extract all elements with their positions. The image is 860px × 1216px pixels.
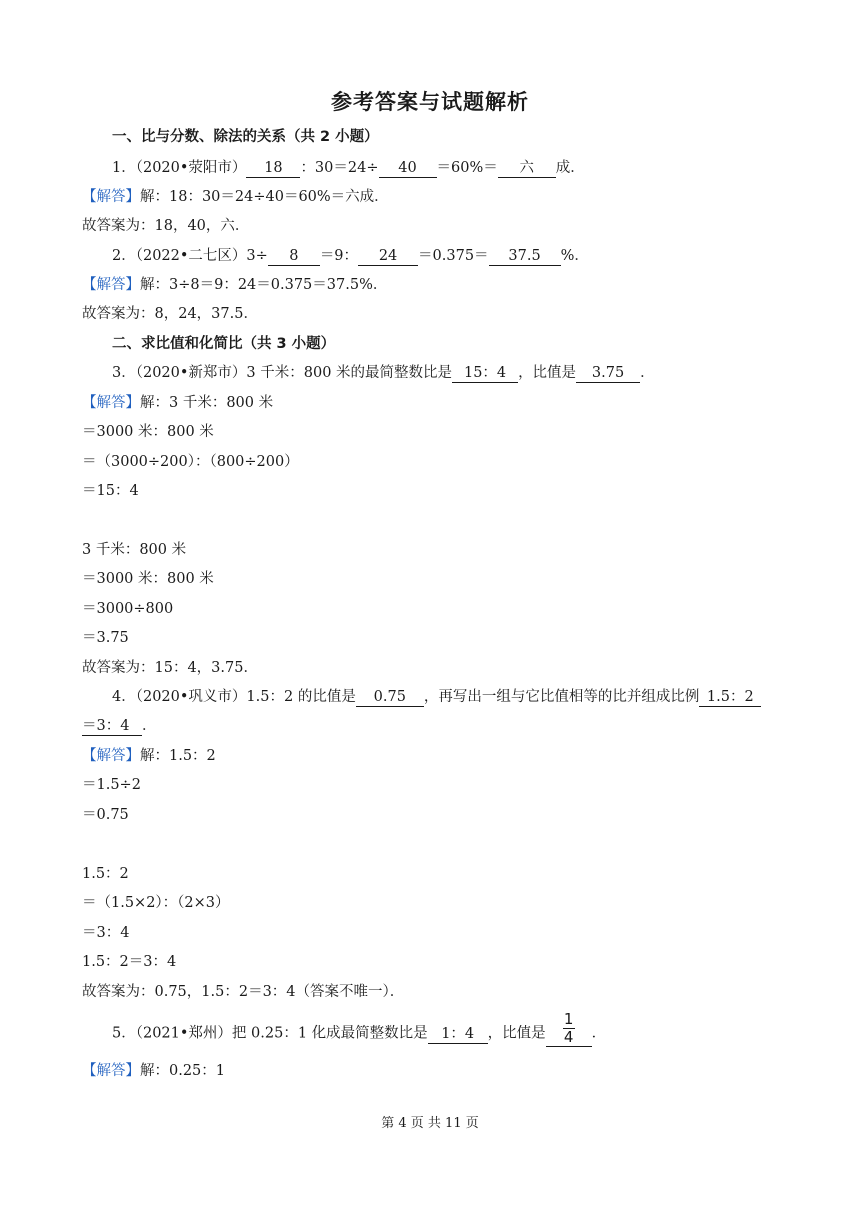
answer-blank: 1.5：2 xyxy=(699,688,761,707)
work-step: 3 千米：800 米 xyxy=(82,542,187,558)
question-text: 成． xyxy=(555,160,585,176)
work-step: ＝1.5÷2 xyxy=(82,777,141,793)
work-step: ＝3000÷800 xyxy=(82,601,174,617)
final-answer-2: 故答案为：8，24，37.5． xyxy=(82,306,258,322)
answer-tag: 【解答】 xyxy=(82,189,140,205)
answer-blank: 18 xyxy=(246,159,300,178)
answer-blank: 40 xyxy=(379,159,437,178)
page-footer: 第 4 页 共 11 页 xyxy=(381,1116,479,1131)
answer-blank: 24 xyxy=(358,247,418,266)
answer-3 xyxy=(82,393,273,413)
answer-blank: 0.75 xyxy=(356,688,424,707)
question-text: ：30＝24÷ xyxy=(300,160,379,176)
work-step: ＝3000 米：800 米 xyxy=(82,571,214,587)
question-1 xyxy=(112,158,585,178)
answer-blank: 1：4 xyxy=(428,1025,488,1044)
answer-4 xyxy=(82,746,216,766)
answer-blank: 37.5 xyxy=(489,247,561,266)
question-4-continued xyxy=(82,716,157,736)
work-step: ＝（3000÷200）：（800÷200） xyxy=(82,454,299,470)
question-prefix: 3．（2020•新郑市）3 千米：800 米的最简整数比是 xyxy=(112,365,453,381)
answer-5 xyxy=(82,1061,225,1081)
question-prefix: 2．（2022•二七区）3÷ xyxy=(112,248,268,264)
answer-2 xyxy=(82,275,387,295)
question-5 xyxy=(112,1010,607,1047)
answer-text: 解：3 千米：800 米 xyxy=(140,395,274,411)
question-text: ． xyxy=(591,1025,607,1042)
answer-tag: 【解答】 xyxy=(82,1063,140,1079)
work-step: ＝0.75 xyxy=(82,807,129,823)
answer-blank xyxy=(546,1010,592,1047)
fraction-numerator: 1 xyxy=(563,1010,574,1028)
answer-tag: 【解答】 xyxy=(82,395,140,411)
answer-tag: 【解答】 xyxy=(82,748,140,764)
page-title: 参考答案与试题解析 xyxy=(331,90,529,114)
answer-blank: 六 xyxy=(498,159,556,178)
final-answer-1: 故答案为：18，40，六． xyxy=(82,218,250,234)
answer-blank: ＝3：4 xyxy=(82,717,142,736)
answer-text: 解：0.25：1 xyxy=(140,1063,226,1079)
question-prefix: 1．（2020•荥阳市） xyxy=(112,160,247,176)
work-step: ＝3：4 xyxy=(82,925,130,941)
question-text: ，比值是 xyxy=(487,1025,546,1042)
work-step: ＝15：4 xyxy=(82,483,139,499)
fraction xyxy=(563,1011,575,1046)
fraction-denominator: 4 xyxy=(563,1028,574,1046)
final-answer-4: 故答案为：0.75，1.5：2＝3：4（答案不唯一）． xyxy=(82,984,405,1000)
work-step: ＝3.75 xyxy=(82,630,129,646)
work-step: ＝（1.5×2）：（2×3） xyxy=(82,895,230,911)
section-heading: 二、求比值和化简比（共 3 小题） xyxy=(112,336,336,352)
answer-blank: 8 xyxy=(268,247,320,266)
answer-text: 解：1.5：2 xyxy=(140,748,216,764)
answer-blank: 3.75 xyxy=(576,364,640,383)
question-prefix: 4．（2020•巩义市）1.5：2 的比值是 xyxy=(112,689,356,705)
answer-text: 解：3÷8＝9：24＝0.375＝37.5%． xyxy=(140,277,388,293)
question-text: %． xyxy=(560,248,589,264)
answer-tag: 【解答】 xyxy=(82,277,140,293)
question-3 xyxy=(112,363,655,383)
answer-1 xyxy=(82,187,389,207)
answer-text: 解：18：30＝24÷40＝60%＝六成． xyxy=(140,189,389,205)
question-prefix: 5．（2021•郑州）把 0.25：1 化成最简整数比是 xyxy=(112,1025,428,1042)
question-text: ． xyxy=(142,718,157,734)
section-heading: 一、比与分数、除法的关系（共 2 小题） xyxy=(112,129,379,145)
question-text: ＝9： xyxy=(319,248,359,264)
question-text: ＝60%＝ xyxy=(436,160,498,176)
final-answer-3: 故答案为：15：4，3.75． xyxy=(82,660,258,676)
question-4 xyxy=(112,687,761,707)
question-text: ． xyxy=(640,365,655,381)
work-step: 1.5：2 xyxy=(82,866,129,882)
answer-blank: 15：4 xyxy=(452,364,518,383)
work-step: 1.5：2＝3：4 xyxy=(82,954,177,970)
question-text: ，比值是 xyxy=(518,365,577,381)
work-step: ＝3000 米：800 米 xyxy=(82,424,214,440)
question-2 xyxy=(112,246,589,266)
question-text: ，再写出一组与它比值相等的比并组成比例 xyxy=(423,689,700,705)
question-text: ＝0.375＝ xyxy=(418,248,489,264)
